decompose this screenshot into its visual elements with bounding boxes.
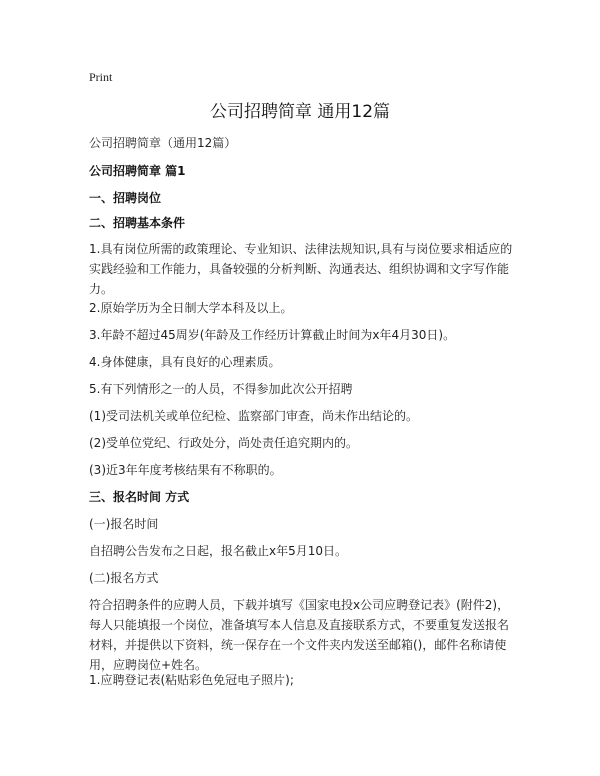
condition-3: 3.年龄不超过45周岁(年龄及工作经历计算截止时间为x年4月30日)。 xyxy=(89,328,456,342)
condition-2: 2.原始学历为全日制大学本科及以上。 xyxy=(89,301,293,315)
page-title: 公司招聘简章 通用12篇 xyxy=(209,102,391,122)
exclusion-case-3: (3)近3年年度考核结果有不称职的。 xyxy=(89,463,282,477)
required-document-1: 1.应聘登记表(粘贴彩色免冠电子照片); xyxy=(89,673,294,687)
condition-5: 5.有下列情形之一的人员，不得参加此次公开招聘 xyxy=(89,382,353,396)
document-subtitle: 公司招聘简章（通用12篇） xyxy=(89,136,237,150)
condition-4: 4.身体健康，具有良好的心理素质。 xyxy=(89,355,281,369)
registration-method-text: 符合招聘条件的应聘人员，下载并填写《国家电投x公司应聘登记表》(附件2)，每人只能填报一个岗位，准备填写本人信息及直接联系方式，不要重复发送报名材料，并提供以下资料，统一保存在一个文件夹内发送至邮箱()，邮件名称请使用，应聘岗位+姓名。 xyxy=(89,598,510,672)
condition-1: 1.具有岗位所需的政策理论、专业知识、法律法规知识,具有与岗位要求相适应的实践经验和工作能力，具备较强的分析判断、沟通表达、组织协调和文字写作能力。 xyxy=(89,242,513,296)
subheading-registration-time: (一)报名时间 xyxy=(89,517,159,531)
exclusion-case-1: (1)受司法机关或单位纪检、监察部门审查，尚未作出结论的。 xyxy=(89,409,419,423)
registration-time-text: 自招聘公告发布之日起，报名截止x年5月10日。 xyxy=(89,544,348,558)
section-heading-registration: 三、报名时间 方式 xyxy=(89,490,190,504)
section-heading-conditions: 二、招聘基本条件 xyxy=(89,216,186,230)
article-heading: 公司招聘简章 篇1 xyxy=(89,164,186,178)
section-heading-positions: 一、招聘岗位 xyxy=(89,191,162,205)
exclusion-case-2: (2)受单位党纪、行政处分，尚处责任追究期内的。 xyxy=(89,436,358,450)
print-label[interactable]: Print xyxy=(89,70,113,84)
subheading-registration-method: (二)报名方式 xyxy=(89,571,159,585)
